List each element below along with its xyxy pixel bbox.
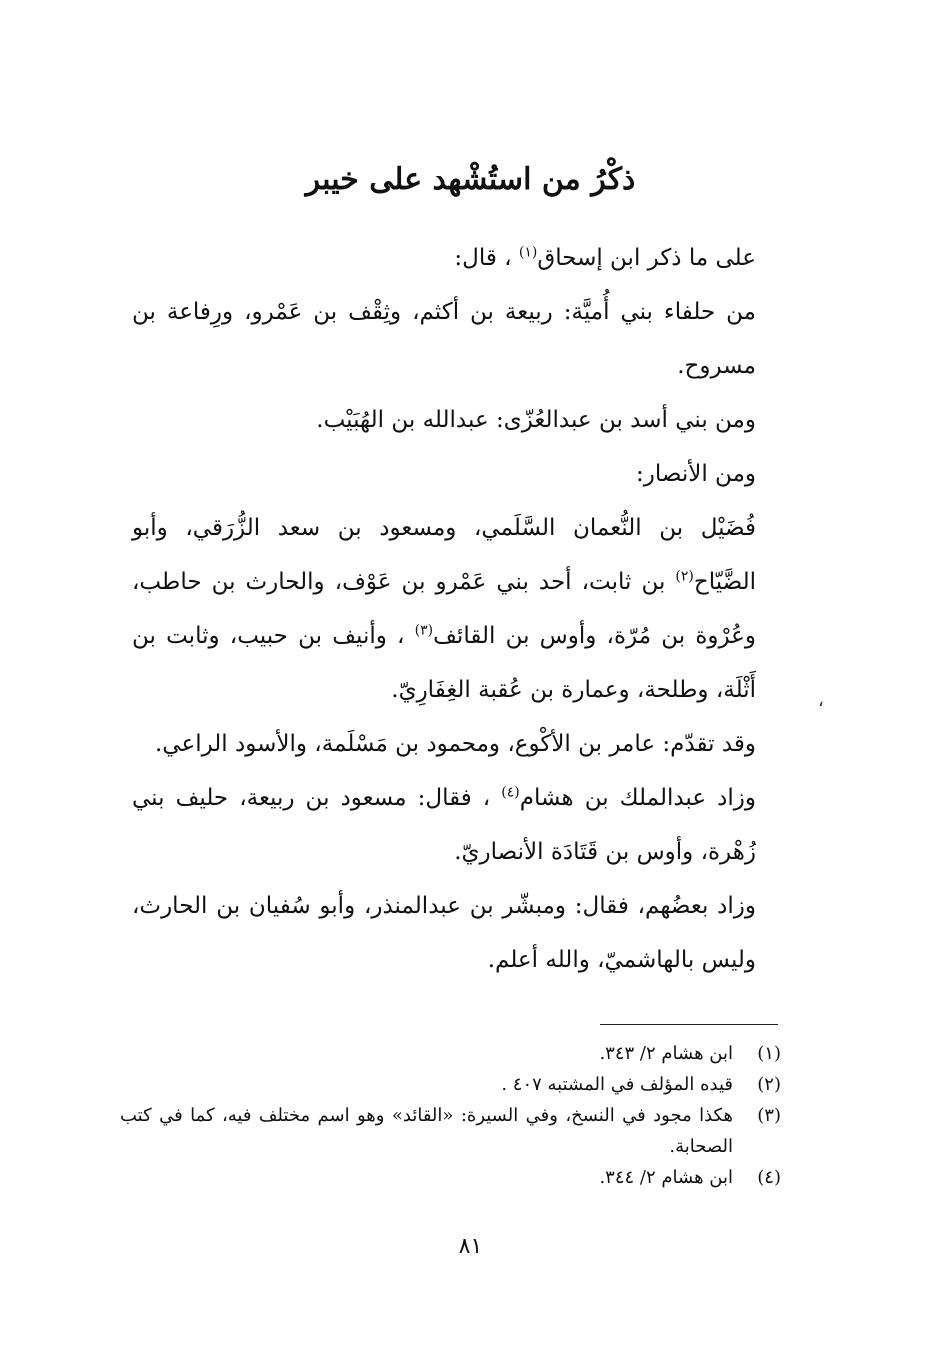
footnote-number: (٤): [757, 1167, 781, 1188]
paragraph-text: فُضَيْل بن النُّعمان السَّلَمي، ومسعود بن سعد الزُّرَقي، وأبو الضَّيّاح: [132, 515, 756, 595]
footnote-number: (١): [757, 1043, 781, 1064]
footnote-number: (٢): [757, 1074, 781, 1095]
page-number: ٨١: [458, 1234, 483, 1259]
main-text: [132, 231, 756, 987]
footnote-text: ابن هشام ٢/ ٣٤٣.: [599, 1043, 733, 1064]
paragraph-7: [132, 771, 756, 879]
footnote-divider: [600, 1024, 778, 1025]
footnote-4: [120, 1162, 781, 1193]
footnote-text: هكذا مجود في النسخ، وفي السيرة: «القائد» وهو اسم مختلف فيه، كما في كتب الصحابة.: [120, 1105, 733, 1157]
paragraph-4: ومن الأنصار:: [636, 461, 756, 487]
paragraph-6: وقد تقدّم: عامر بن الأكْوع، ومحمود بن مَسْلَمة، والأسود الراعي.: [154, 731, 756, 757]
paragraph-1: [132, 231, 756, 285]
footnote-1: [120, 1038, 781, 1069]
footnote-ref-3[interactable]: (٣): [414, 622, 434, 639]
footnote-2: [120, 1069, 781, 1100]
footnote-ref-4[interactable]: (٤): [501, 784, 520, 801]
footnote-ref-2[interactable]: (٢): [675, 568, 694, 585]
paragraph-5: [132, 501, 756, 717]
paragraph-text: وزاد عبدالملك بن هشام: [519, 785, 756, 811]
paragraph-3: ومن بني أسد بن عبدالعُزّى: عبدالله بن الهُبَيْب.: [316, 407, 756, 433]
paragraph-text: بن ثابت، أحد بني عَمْرو بن عَوْف، والحارث بن حاطب، وعُرْوة بن مُرّة، وأوس بن القائف: [132, 569, 756, 649]
paragraph-8: وزاد بعضُهم، فقال: ومبشّر بن عبدالمنذر، وأبو سُفيان بن الحارث، وليس بالهاشميّ، والله أعلم.: [132, 893, 756, 973]
margin-mark: ،: [818, 690, 824, 711]
footnote-ref-1[interactable]: (١): [518, 244, 538, 261]
footnote-text: قيده المؤلف في المشتبه ٤٠٧ .: [501, 1074, 733, 1095]
footnote-text: ابن هشام ٢/ ٣٤٤.: [599, 1167, 733, 1188]
paragraph-2: من حلفاء بني أُميَّة: ربيعة بن أكثم، وثِقْف بن عَمْرو، ورِفاعة بن مسروح.: [132, 299, 756, 379]
footnotes: [120, 1038, 781, 1193]
paragraph-text: على ما ذكر ابن إسحاق: [537, 245, 756, 271]
page-title: ذكْرُ من استُشْهد على خيبر: [305, 162, 636, 197]
footnote-number: (٣): [757, 1105, 781, 1126]
footnote-3: [120, 1100, 781, 1162]
paragraph-text: ، فقال: مسعود بن ربيعة، حليف بني زُهْرة، وأوس بن قَتَادَة الأنصاريّ.: [132, 785, 756, 865]
paragraph-text: ، قال:: [454, 245, 519, 271]
paragraph-text: ، وأنيف بن حبيب، وثابت بن أَثْلَة، وطلحة، وعمارة بن عُقبة الغِفَارِيّ.: [132, 623, 756, 703]
